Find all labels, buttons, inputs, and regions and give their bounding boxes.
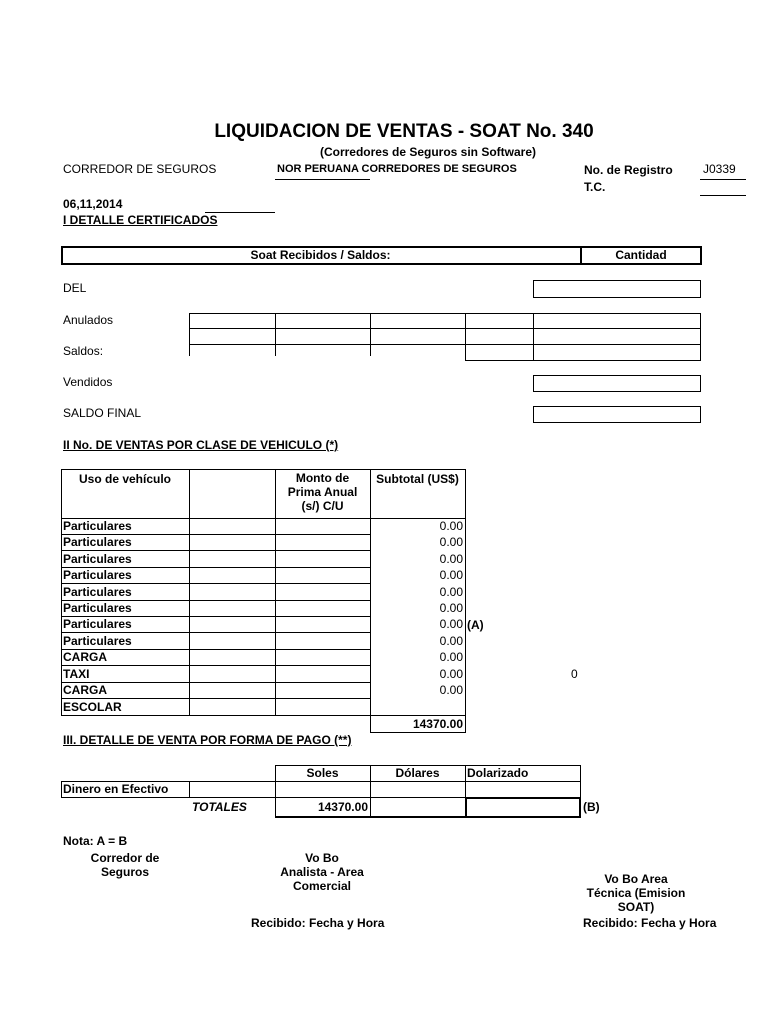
col-dolarizado-header: Dolarizado bbox=[467, 766, 529, 780]
row-saldo-final-label: SALDO FINAL bbox=[63, 406, 142, 420]
corredor-signature-2: Seguros bbox=[100, 865, 149, 879]
table-row-value: 0.00 bbox=[439, 650, 463, 664]
side-zero-value: 0 bbox=[571, 667, 578, 681]
document-date: 06,11,2014 bbox=[63, 197, 123, 211]
table-row-label: CARGA bbox=[63, 650, 107, 664]
col-soles-header: Soles bbox=[306, 766, 339, 780]
table-row-value: 0.00 bbox=[439, 683, 463, 697]
table-row-value: 0.00 bbox=[439, 667, 463, 681]
table-row-label: Particulares bbox=[63, 552, 132, 566]
broker-underline bbox=[275, 179, 370, 180]
row-del-label: DEL bbox=[63, 281, 87, 295]
section3-title: III. DETALLE DE VENTA POR FORMA DE PAGO (**) bbox=[63, 733, 352, 747]
registry-label: No. de Registro bbox=[584, 163, 673, 177]
vehicle-total: 14370.00 bbox=[412, 717, 463, 731]
table-row-label: Particulares bbox=[63, 617, 132, 631]
marker-a: (A) bbox=[467, 618, 484, 632]
recibido-comercial: Recibido: Fecha y Hora bbox=[251, 916, 385, 930]
vobo-tecnica-3: SOAT) bbox=[617, 900, 655, 914]
section1-header-left: Soat Recibidos / Saldos: bbox=[250, 248, 391, 262]
section2-title: II No. DE VENTAS POR CLASE DE VEHICULO (*) bbox=[63, 438, 339, 452]
table-row-label: TAXI bbox=[63, 667, 90, 681]
tc-underline bbox=[700, 195, 746, 196]
registry-underline bbox=[700, 179, 746, 180]
col-dolares-header: Dólares bbox=[395, 766, 440, 780]
broker-name: NOR PERUANA CORREDORES DE SEGUROS bbox=[277, 163, 517, 175]
registry-value: J0339 bbox=[703, 162, 736, 176]
table-row-value: 0.00 bbox=[439, 601, 463, 615]
col-uso-header: Uso de vehículo bbox=[78, 472, 172, 486]
vobo-comercial-2: Analista - Area bbox=[280, 865, 364, 879]
table-row-value: 0.00 bbox=[439, 585, 463, 599]
table-row-label: Particulares bbox=[63, 601, 132, 615]
tc-label: T.C. bbox=[584, 180, 606, 194]
col-subtotal-header: Subtotal (US$) bbox=[376, 472, 459, 486]
corredor-signature-1: Corredor de bbox=[90, 851, 160, 865]
table-row-label: Particulares bbox=[63, 568, 132, 582]
recibido-tecnica: Recibido: Fecha y Hora bbox=[583, 916, 717, 930]
vendidos-quantity-field[interactable] bbox=[533, 375, 701, 392]
broker-label: CORREDOR DE SEGUROS bbox=[63, 162, 217, 176]
table-row-value: 0.00 bbox=[439, 519, 463, 533]
dolarizado-total-field[interactable] bbox=[465, 797, 581, 818]
row-vendidos-label: Vendidos bbox=[63, 375, 113, 389]
col-monto-header-1: Monto de bbox=[295, 471, 350, 485]
saldo-final-quantity-field[interactable] bbox=[533, 406, 701, 423]
table-row-label: Particulares bbox=[63, 535, 132, 549]
vobo-tecnica-2: Técnica (Emision bbox=[586, 886, 686, 900]
section1-header-right: Cantidad bbox=[615, 248, 667, 262]
row-efectivo-label: Dinero en Efectivo bbox=[63, 782, 169, 796]
page-title: LIQUIDACION DE VENTAS - SOAT No. 340 bbox=[214, 121, 594, 142]
vobo-tecnica-1: Vo Bo Area bbox=[604, 872, 668, 886]
table-row-label: Particulares bbox=[63, 585, 132, 599]
col-monto-header-2: Prima Anual bbox=[287, 485, 358, 499]
row-anulados-label: Anulados bbox=[63, 313, 114, 327]
vobo-comercial-1: Vo Bo bbox=[305, 851, 339, 865]
totales-soles-value: 14370.00 bbox=[317, 800, 368, 814]
row-totales-label: TOTALES bbox=[192, 800, 247, 814]
del-quantity-field[interactable] bbox=[533, 280, 701, 298]
page-subtitle: (Corredores de Seguros sin Software) bbox=[319, 145, 537, 159]
vobo-comercial-3: Comercial bbox=[292, 879, 352, 893]
table-row-value: 0.00 bbox=[439, 617, 463, 631]
table-row-value: 0.00 bbox=[439, 634, 463, 648]
marker-b: (B) bbox=[583, 800, 600, 814]
col-monto-header-3: (s/) C/U bbox=[301, 499, 344, 513]
table-row-value: 0.00 bbox=[439, 568, 463, 582]
row-saldos-label: Saldos: bbox=[63, 344, 104, 358]
section1-title: I DETALLE CERTIFICADOS bbox=[63, 213, 218, 227]
table-row-label: CARGA bbox=[63, 683, 107, 697]
table-row-label: Particulares bbox=[63, 634, 132, 648]
table-row-value: 0.00 bbox=[439, 535, 463, 549]
table-row-label: Particulares bbox=[63, 519, 132, 533]
nota: Nota: A = B bbox=[63, 834, 128, 848]
table-row-label: ESCOLAR bbox=[63, 700, 122, 714]
table-row-value: 0.00 bbox=[439, 552, 463, 566]
